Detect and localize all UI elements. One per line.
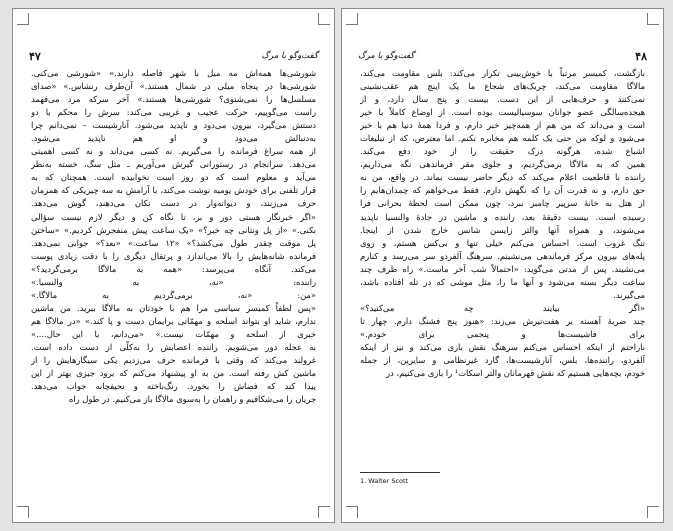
text-line: حق دارم، و نه قدرت آن را که نگهش دارم. فقط می‌خواهم که چمدان‌هایم را [360,185,645,196]
text-line: راننده با قاطعیت اعلام می‌کند که دیگر حاضر نیست بماند. در واقع، من نه [360,172,645,183]
text-line: مسلسل‌ها را نمی‌شنوی؟ شورشی‌ها هستند.» آخر سرکه مرد می‌فهمد [31,94,316,105]
text-line: است و می‌داند که من هم از همه‌چیز خبر دارم، و فردا همهٔ دنیا هم با خبر [360,120,645,131]
text-line: قرار تلفنی برای خودش یومیه نوشت می‌کند، با آرامش به سه چیزیکی که همزمان [31,185,316,196]
text-line: شورشی‌ها همه‌اش مه میل با شهر فاصله دارند.» «شورشی می‌کنی. [31,68,316,78]
text-line: به‌دنبالش می‌دود و او هم ناپدید می‌شود. [31,133,316,144]
text-line: «من: «نه، برمی‌گردیم به مالاگا.» [31,289,316,300]
text-line: فرمانده شانه‌هایش را بالا می‌اندازد و پرتقال دیگری را با دقت زیادی پوست [31,250,316,261]
text-line: به عجله دور می‌شویم. راننده اعصابش را به‌کلّی از دست داده است. [31,341,316,352]
crop-mark [346,13,358,25]
text-line: ساعت دیگر بسته می‌شود و آنها ما را، مثل موشی که در تله افتاده باشد، [360,276,645,287]
text-line: همین که به مالاگا برمی‌گردیم، و جلوی مقر فرماندهی نگه می‌داریم، [360,159,645,170]
text-line: از همه سراغ فرمانده را می‌گیریم. نه کسی می‌داند و نه کسی اهمیتی [31,146,316,157]
crop-mark [17,506,29,518]
text-line: «اگر بیایند چه می‌کنید؟» [360,302,645,313]
text-line: «اگر خبرنگار هستی دور و بر، تا نگاه کن و دیگر لازم نیست سؤالی [31,211,316,222]
text-line: تنگ غروب است. احساس می‌کنم خیلی تنها و بی‌کس هستم، و روی [360,237,645,248]
page-body-text [31,67,316,406]
text-line: می‌دهد. سرانجام در رستورانی گیرش می‌آوریم ـ مثل سگ، خسته به‌نظر [31,159,316,170]
text-line: مالاگا مقاومت می‌کند، چریک‌های شجاع ما یک اینچ هم عقب‌نشینی [360,81,645,92]
text-line: ماشین کش رفته است. من به او پیشنهاد می‌کنم که برود جیزی بهتر از این [31,368,316,379]
text-line: نمی‌کنند و حرف‌هایی از این دست. بیست و پنج سال دارد، و از [360,94,645,105]
text-line: «پس لطفاً کمیسر سیاسی مرا هم با خودتان به مالاگا ببرید. من ماشین [31,302,316,313]
crop-mark [647,13,659,25]
running-title: گفت‌وگو با مرگ [261,51,318,61]
text-line: از هتل به خانهٔ سرپیر چامبز ببرد، چون ممکن است لحظهٔ بحرانی فرا [360,198,645,209]
text-line: راننده: «نه، به والنسیا.» [31,276,316,287]
text-line: خبری از اسلحه و مهمّات نیست.» «می‌دانم، با این حال....» [31,328,316,339]
text-line: می‌آید و معلوم است که دو روز است نخوابیده است. همچنان که به [31,172,316,183]
text-line: جریان را می‌شکافیم و راهمان را به‌سوی مالاگا باز می‌کنیم. در طول راه [68,394,316,405]
text-line: بکنی.» «از پل ونتانی چه خبر؟» «یک ساعت پیش منفجرش کردیم.» «ساختن [31,224,316,235]
book-page-right [341,8,664,523]
crop-mark [318,13,330,25]
text-line: پله‌های بیرون مرکز فرماندهی می‌نشینم. سرهنگ آلفردو سر می‌رسد و کنارم [360,250,645,261]
text-line: چند ضربهٔ آهسته بر هفت‌تیرش می‌زند: «هنوز پنج فشنگ دارم. چهار تا [360,315,645,326]
text-line: غرولند می‌کند که وقتی با فرمانده حرف می‌زدیم یکی سیگارهایش را از [31,355,316,366]
footnote: 1. Walter Scott [360,477,409,485]
book-page-left [12,8,335,523]
crop-mark [17,13,29,25]
text-line: می‌نشیند. پس از مدتی می‌گوید: «احتمالاً شب آخر ماست.» راه ظرف چند [360,263,645,274]
text-line: هیجده‌سالگی عضو جوانان سوسیالیست بوده است. از اوضاع کاملاً با خبر [360,107,645,118]
crop-mark [647,506,659,518]
text-line: اشباع شده، هرگونه درک حقیقت را از خود دفع می‌کند. [360,146,645,157]
text-line: خودم، بچه‌هایی هستیم که نقش قهرمانان والتر اسکات¹ را بازی می‌کنیم، در [385,368,645,379]
text-line: می‌شوند، و همراه آنها والتر زایسن شانس خارج شدن از اینجا. [360,224,645,235]
running-title: گفت‌وگو با مرگ [358,51,415,61]
running-head [29,49,318,63]
footnote-divider [360,472,440,473]
running-head [358,49,647,63]
text-line: می‌گیرند. [613,289,645,300]
text-line: شورشی‌ها در پنجاه میلی در شمال هستند.» آن‌طرف رنشاس.» «صدای [31,81,316,92]
text-line: می‌شود و لوکه من حتی یک کلمه هم مخابره نکنم. اما معترض، که از تبلیغات [360,133,645,144]
text-line: برای فاشیست‌ها و پنجمی برای خودم.» [360,328,645,339]
text-line: حرف می‌زنند، و دیوانه‌وار در دست تکان می‌دهند، گوش می‌دهد. [31,198,316,209]
text-line: آلفردو، راننده‌ها، بلس، آنارشیست‌ها، گارد غیرنظامی و سایرین، از جمله [360,355,645,366]
page-number: ۴۸ [635,49,647,63]
crop-mark [346,506,358,518]
crop-mark [318,506,330,518]
text-line: پل موقت چقدر طول می‌کشد؟» «۱۲ ساعت.» «بعد؟» جوابی نمی‌دهد. [31,237,316,248]
text-line: رسیده است. بیست دقیقهٔ بعد، راننده و ماشین در جادهٔ والنسیا ناپدید [360,211,645,222]
text-line: می‌کند. آنگاه می‌پرسد: «همه به مالاگا برمی‌گردید؟» [31,263,316,274]
text-line: راست می‌گوییم، حرکت عجیب و غریبی می‌کند: سرش را محکم با دو [31,107,316,118]
text-line: پیدا کند که فضاش را بخورد. رنگ‌باخته و نحیفچانه جواب می‌دهد. [31,381,316,392]
text-line: ندارم، شاید او بتواند اسلحه و مهمّاتی برایمان دست و پا کند.» «در مالاگا هم [31,315,316,326]
text-line: بازگشت، کمیسر مرتباً با خوش‌بینی تکرار می‌کند: بلس مقاومت می‌کند، [360,68,645,78]
page-body-text [360,67,645,380]
page-number: ۴۷ [29,49,41,63]
text-line: دستش می‌گیرد، بیرون می‌دود و ناپدید می‌شود. آنارشیست – نمی‌دانم چرا [31,120,316,131]
text-line: ناراحتم از اینکه احساس می‌کنم سرهنگ نقش بازی می‌کند و نیز از اینکه [360,341,645,352]
